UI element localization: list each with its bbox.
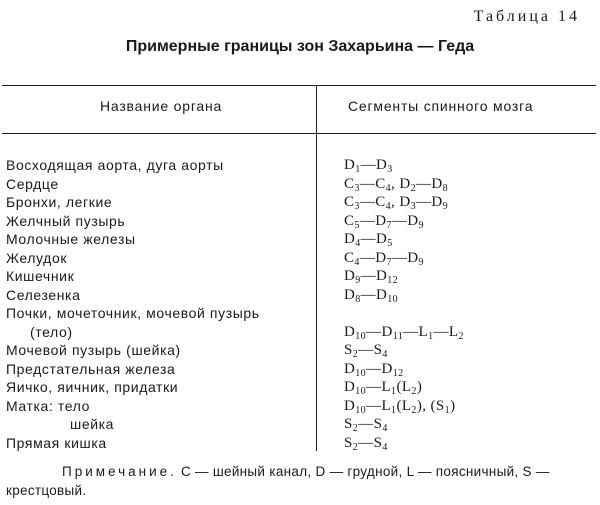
table-row: [0, 286, 600, 304]
spinal-segments: $D_{10}—L_1(L_2)$: [344, 379, 423, 397]
organ-name: Прямая кишка: [6, 434, 107, 451]
spinal-segments: $D_9—D_{12}$: [344, 268, 399, 286]
organ-name: Мочевой пузырь (шейка): [6, 342, 181, 358]
spinal-segments: $C_5—D_7—D_9$: [344, 212, 424, 231]
organ-name: шейка: [70, 416, 115, 432]
header-column-divider: [316, 85, 317, 133]
table-note: [6, 462, 592, 500]
spinal-segments: $D_{10}—D_{12}$: [344, 360, 404, 379]
organ-name: (тело): [30, 323, 73, 340]
table-row: [0, 230, 600, 248]
organ-name: Сердце: [6, 175, 59, 192]
table-number: Таблица 14: [473, 8, 580, 25]
spinal-segments: $D_{10}—D_{11}—L_1—L_2$: [344, 323, 464, 342]
table-row: [0, 397, 600, 415]
spinal-segments: $S_2—S_4$: [344, 434, 388, 453]
spinal-segments: $D_{10}—L_1(L_2)$, $(S_1)$: [344, 397, 456, 416]
organ-name: Желудок: [6, 249, 68, 266]
table-title: Примерные границы зон Захарьина — Геда: [125, 38, 475, 55]
spinal-segments: $S_2—S_4$: [344, 416, 388, 434]
spinal-segments: $C_4—D_7—D_9$: [344, 249, 424, 268]
spinal-segments: $D_4—D_5$: [344, 231, 393, 249]
top-rule: [2, 85, 596, 86]
spinal-segments: $S_2—S_4$: [344, 342, 388, 360]
spinal-segments: $C_3—C_4$, $D_2—D_8$: [344, 175, 449, 194]
table-row: [0, 212, 600, 230]
note-label: Примечание.: [62, 464, 177, 479]
table-row: [0, 323, 600, 341]
organ-name: Селезенка: [6, 286, 81, 303]
spinal-segments: $D_1—D_3$: [344, 157, 393, 175]
organ-name: Бронхи, легкие: [6, 194, 113, 210]
header-rule: [2, 133, 596, 134]
table-row: [0, 341, 600, 359]
column-header-organ: Название органа: [100, 98, 223, 114]
table-row: [0, 415, 600, 433]
note-text: С — шейный канал, D — грудной, L — поясничный, S — крестцовый.: [6, 464, 550, 498]
table-row: [0, 156, 600, 174]
spinal-segments: $C_3—C_4$, $D_3—D_9$: [344, 194, 449, 212]
table-row: [0, 360, 600, 378]
organ-name: Восходящая аорта, дуга аорты: [6, 157, 224, 173]
table-row: [0, 378, 600, 396]
organ-name: Кишечник: [6, 268, 75, 284]
table-row: [0, 434, 600, 452]
table-row: [0, 304, 600, 322]
organ-name: Молочные железы: [6, 231, 136, 247]
table-row: [0, 175, 600, 193]
organ-name: Предстательная железа: [6, 360, 176, 377]
table-row: [0, 193, 600, 211]
organ-name: Яичко, яичник, придатки: [6, 379, 179, 395]
spinal-segments: $D_8—D_{10}$: [344, 286, 399, 305]
table-row: [0, 267, 600, 285]
organ-name: Почки, мочеточник, мочевой пузырь: [6, 305, 260, 321]
column-header-segments: Сегменты спинного мозга: [348, 98, 534, 114]
organ-name: Желчный пузырь: [6, 212, 126, 229]
table-row: [0, 249, 600, 267]
organ-name: Матка: тело: [6, 397, 90, 414]
